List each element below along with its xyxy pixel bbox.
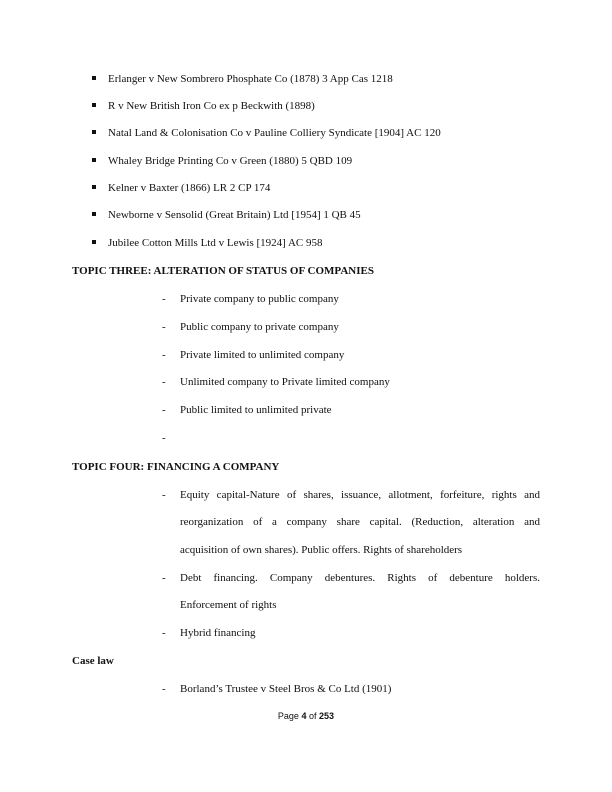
case-citation: Erlanger v New Sombrero Phosphate Co (1878) 3 App Cas 1218 <box>108 73 393 85</box>
topic-three-item-text: Unlimited company to Private limited company <box>180 376 390 388</box>
debt-line: Enforcement of rights <box>180 599 277 611</box>
bullet-square-icon <box>92 185 96 189</box>
page-footer <box>0 711 612 722</box>
dash-marker: - <box>162 376 166 388</box>
of-word: of <box>309 711 317 721</box>
dash-marker: - <box>162 627 166 639</box>
bullet-square-icon <box>92 158 96 162</box>
case-citation: R v New British Iron Co ex p Beckwith (1898) <box>108 100 315 112</box>
topic-three-item-text: Public company to private company <box>180 321 339 333</box>
case-citation: Jubilee Cotton Mills Ltd v Lewis [1924] AC 958 <box>108 237 323 249</box>
dash-marker: - <box>162 349 166 361</box>
dash-marker: - <box>162 321 166 333</box>
case-citation: Natal Land & Colonisation Co v Pauline Colliery Syndicate [1904] AC 120 <box>108 127 441 139</box>
dash-marker: - <box>162 404 166 416</box>
bullet-square-icon <box>92 103 96 107</box>
bullet-square-icon <box>92 212 96 216</box>
page-word: Page <box>277 711 299 721</box>
topic-three-item-text: Private limited to unlimited company <box>180 349 345 361</box>
dash-marker: - <box>162 432 166 444</box>
dash-marker: - <box>162 572 166 584</box>
case-law-citation: Borland’s Trustee v Steel Bros & Co Ltd (1901) <box>180 683 392 695</box>
current-page-number: 4 <box>301 711 307 721</box>
topic-three-heading: TOPIC THREE: ALTERATION OF STATUS OF COMPANIES <box>72 265 374 277</box>
debt-line: Debt financing. Company debentures. Rights of debenture holders. <box>180 572 540 584</box>
total-page-number: 253 <box>319 711 335 721</box>
bullet-square-icon <box>92 130 96 134</box>
case-law-heading: Case law <box>72 655 114 667</box>
dash-marker: - <box>162 489 166 501</box>
dash-marker: - <box>162 293 166 305</box>
topic-three-item-text: Private company to public company <box>180 293 339 305</box>
equity-line: Equity capital-Nature of shares, issuance, allotment, forfeiture, rights and <box>180 489 540 501</box>
bullet-square-icon <box>92 240 96 244</box>
equity-line: acquisition of own shares). Public offers. Rights of shareholders <box>180 544 463 556</box>
topic-three-item-text: Public limited to unlimited private <box>180 404 332 416</box>
case-citation: Whaley Bridge Printing Co v Green (1880) 5 QBD 109 <box>108 155 353 167</box>
dash-marker: - <box>162 683 166 695</box>
equity-line: reorganization of a company share capital. (Reduction, alteration and <box>180 516 540 528</box>
bullet-square-icon <box>92 76 96 80</box>
case-citation: Newborne v Sensolid (Great Britain) Ltd [1954] 1 QB 45 <box>108 209 361 221</box>
case-citation: Kelner v Baxter (1866) LR 2 CP 174 <box>108 182 271 194</box>
topic-four-heading: TOPIC FOUR: FINANCING A COMPANY <box>72 461 280 473</box>
hybrid-text: Hybrid financing <box>180 627 256 639</box>
